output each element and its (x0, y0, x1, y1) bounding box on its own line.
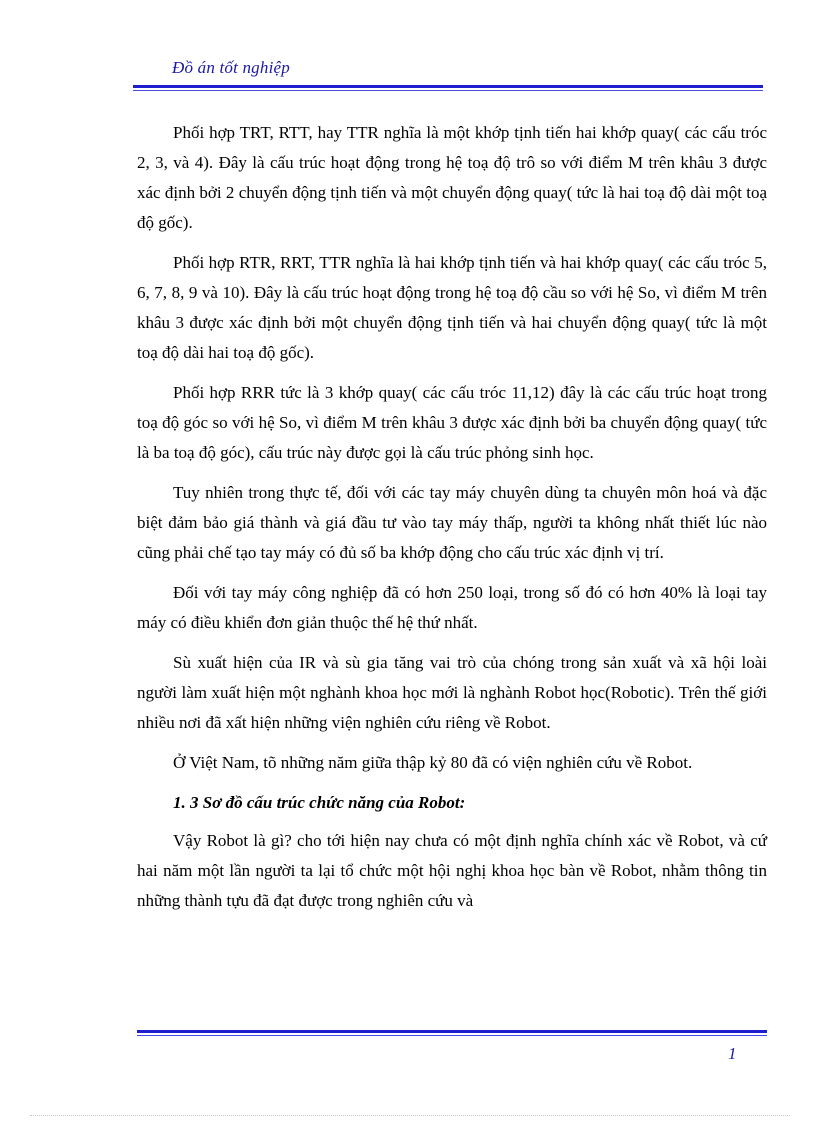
paragraph: Tuy nhiên trong thực tế, đối với các tay máy chuyên dùng ta chuyên môn hoá và đặc biệt đảm bảo giá thành và giá đầu tư vào tay máy thấp, người ta không nhất thiết lúc nào cũng phải chế tạo tay máy có đủ số ba khớp động cho cấu trúc xác định vị trí. (137, 483, 767, 562)
footer-rule-thin (137, 1035, 767, 1036)
paragraph: Đối với tay máy công nghiệp đã có hơn 250 loại, trong số đó có hơn 40% là loại tay máy có điều khiển đơn giản thuộc thế hệ thứ nhất. (137, 583, 767, 632)
paragraph: Ở Việt Nam, tõ những năm giữa thập kỷ 80 đã có viện nghiên cứu về Robot. (173, 753, 693, 772)
section-heading: 1. 3 Sơ đồ cấu trúc chức năng của Robot: (173, 793, 466, 812)
page-number: 1 (728, 1044, 737, 1063)
document-title: Đồ án tốt nghiệp (172, 58, 290, 77)
paragraph: Sù xuất hiện của IR và sù gia tăng vai trò của chóng trong sản xuất và xã hội loài người làm xuất hiện một nghành khoa học mới là nghành Robot học(Robotic). Trên thế giới nhiều nơi đã xất hiện những viện nghiên cứu riêng về Robot. (137, 653, 767, 732)
paragraph: Vậy Robot là gì? cho tới hiện nay chưa có một định nghĩa chính xác về Robot, và cứ hai năm một lần người ta lại tổ chức một hội nghị khoa học bàn về Robot, nhằm thông tin những thành tựu đã đạt được trong nghiên cứu và (137, 831, 767, 910)
page-edge-divider (30, 1115, 790, 1116)
paragraph: Phối hợp RRR tức là 3 khớp quay( các cấu tróc 11,12) đây là các cấu trúc hoạt trong toạ độ góc so với hệ So, vì điểm M trên khâu 3 được xác định bởi ba chuyển động quay( tức là ba toạ độ góc), cấu trúc này được gọi là cấu trúc phỏng sinh học. (137, 383, 767, 462)
footer-rule (137, 1030, 767, 1033)
paragraph: Phối hợp TRT, RTT, hay TTR nghĩa là một khớp tịnh tiến hai khớp quay( các cấu tróc 2, 3, và 4). Đây là cấu trúc hoạt động trong hệ toạ độ trô so với điểm M trên khâu 3 được xác định bởi 2 chuyển động tịnh tiến và một chuyển động quay( tức là hai toạ độ dài một toạ độ gốc). (137, 123, 767, 232)
header-rule-thin (133, 90, 763, 91)
page-body (137, 118, 767, 926)
header-rule (133, 85, 763, 88)
paragraph: Phối hợp RTR, RRT, TTR nghĩa là hai khớp tịnh tiến và hai khớp quay( các cấu tróc 5, 6, 7, 8, 9 và 10). Đây là cấu trúc hoạt động trong hệ toạ độ cầu so với hệ So, vì điểm M trên khâu 3 được xác định bởi một chuyển động tịnh tiến và hai chuyển động quay( tức là một toạ độ dài hai toạ độ gốc). (137, 253, 767, 362)
